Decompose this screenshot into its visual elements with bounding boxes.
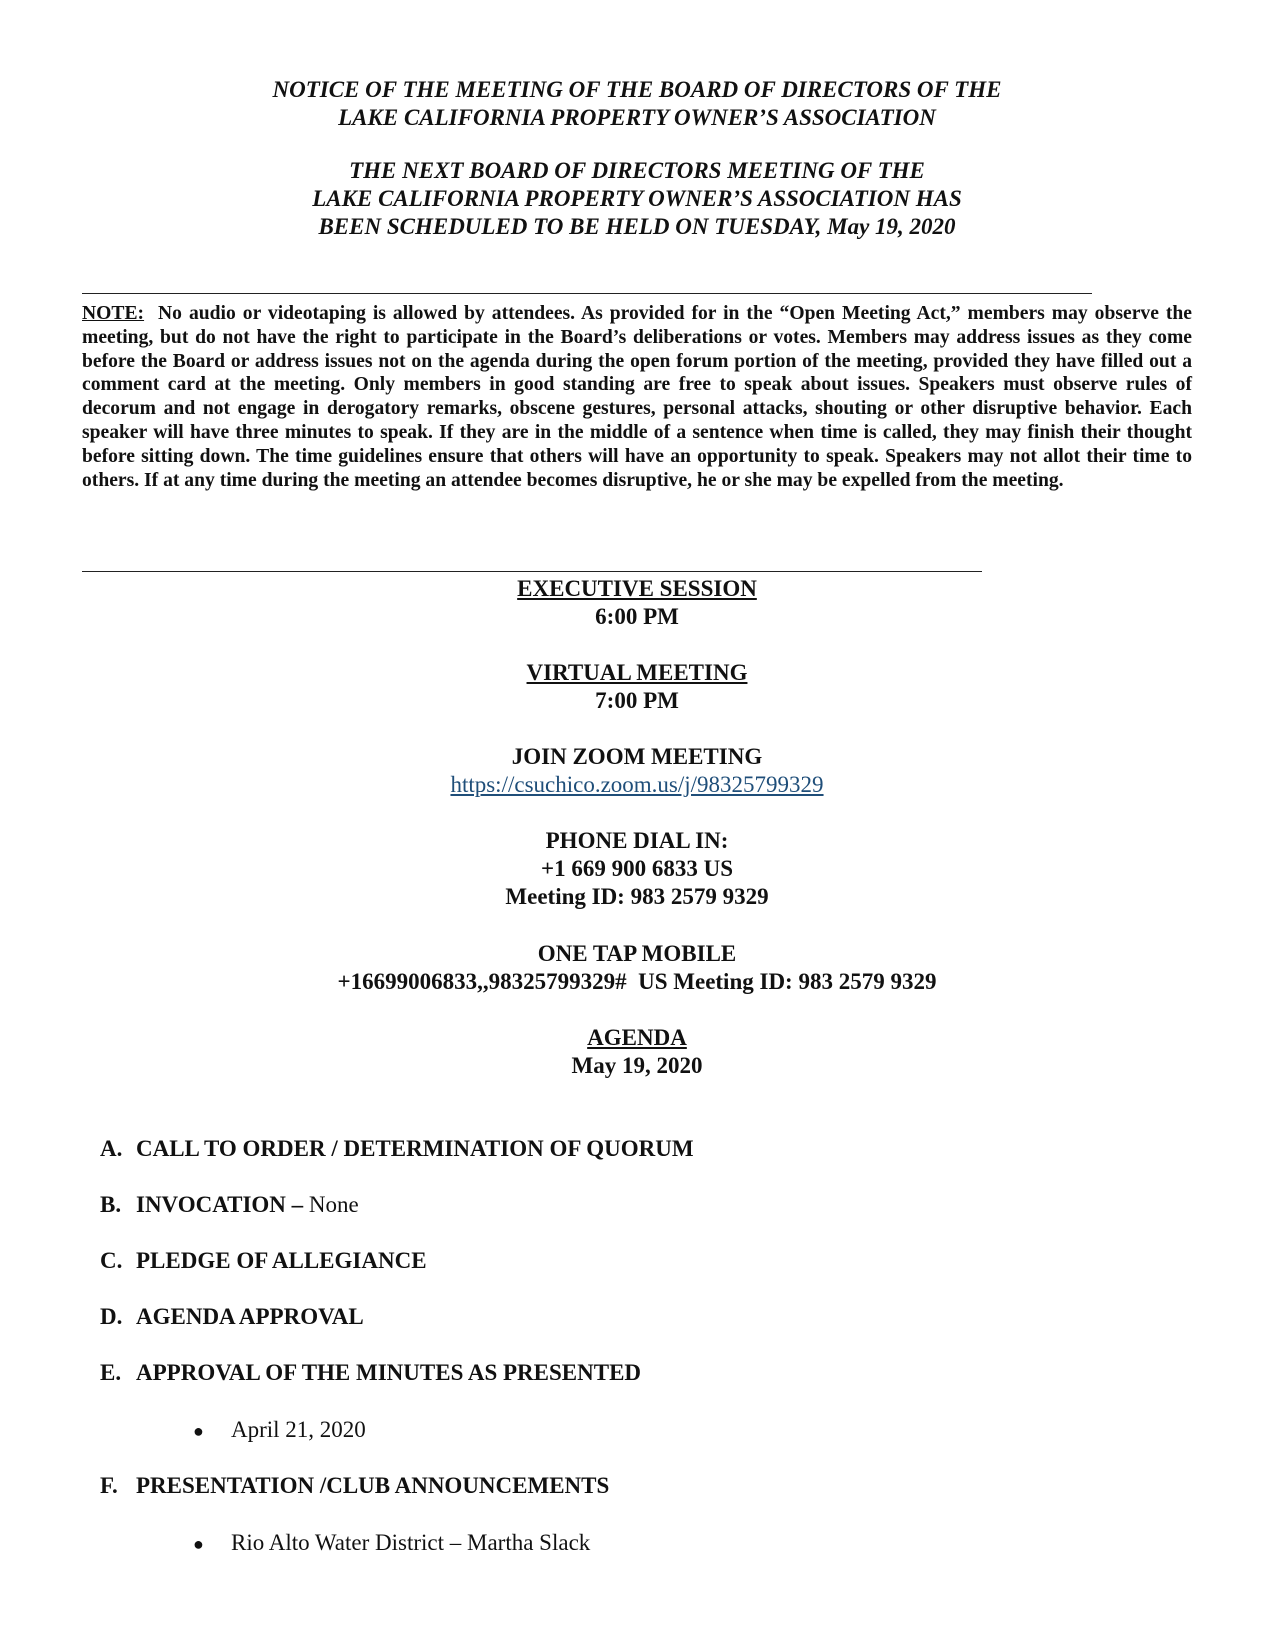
notice-title-line-1: NOTICE OF THE MEETING OF THE BOARD OF DIRECTORS OF THE [272,77,1002,102]
executive-session [82,575,1192,631]
bullet-icon: ● [193,1534,204,1554]
phone-dial-in [82,827,1192,911]
schedule-heading-line-1: THE NEXT BOARD OF DIRECTORS MEETING OF THE [349,158,925,183]
phone-number: +1 669 900 6833 US [540,856,733,881]
zoom-meeting-title: JOIN ZOOM MEETING [511,744,763,769]
schedule-heading-line-3: BEEN SCHEDULED TO BE HELD ON TUESDAY, May 19, 2020 [318,214,956,239]
phone-meeting-id: Meeting ID: 983 2579 9329 [505,884,769,909]
zoom-meeting-link[interactable]: https://csuchico.zoom.us/j/98325799329 [450,772,824,797]
agenda-item-letter: C. [100,1248,123,1273]
note-divider [82,571,982,572]
virtual-meeting [82,659,1192,715]
note-text: No audio or videotaping is allowed by attendees. As provided for in the “Open Meeting Act,” members may observe the meeting, but do not have the right to participate in the Board’s deliberations or votes. Members may address issues as they come before the Board or address issues not on the agenda during the open forum portion of the meeting, provided they have filled out a comment card at the meeting. Only members in good standing are free to speak about issues. Speakers must observe rules of decorum and not engage in derogatory remarks, obscene gestures, personal attacks, shouting or other disruptive behavior. Each speaker will have three minutes to speak. If they are in the middle of a sentence when time is called, they may finish their thought before sitting down. The time guidelines ensure that others will have an opportunity to speak. Speakers may not allot their time to others. If at any time during the meeting an attendee becomes disruptive, he or she may be expelled from the meeting. [82,303,1192,491]
one-tap-mobile-title: ONE TAP MOBILE [537,941,737,966]
executive-session-title: EXECUTIVE SESSION [517,576,757,601]
agenda-item-label: CALL TO ORDER / DETERMINATION OF QUORUM [136,1136,694,1161]
minutes-bullet [193,1416,366,1445]
note-label: NOTE: [82,303,145,324]
one-tap-mobile-line: +16699006833,,98325799329# US Meeting ID: 983 2579 9329 [337,969,937,994]
executive-session-time: 6:00 PM [595,604,679,629]
agenda-item-label: APPROVAL OF THE MINUTES AS PRESENTED [136,1360,642,1385]
schedule-heading-line-2: LAKE CALIFORNIA PROPERTY OWNER’S ASSOCIATION HAS [312,186,962,211]
agenda-item-detail: None [308,1192,359,1217]
agenda-item-e [100,1359,641,1387]
presentation-text: Rio Alto Water District – Martha Slack [231,1530,591,1555]
notice-title [82,76,1192,132]
agenda-item-letter: E. [100,1360,122,1385]
presentation-bullet [193,1529,590,1558]
note-paragraph [82,302,1192,492]
agenda-item-letter: F. [100,1473,118,1498]
zoom-meeting [82,743,1192,799]
top-divider [82,293,1092,294]
agenda-item-letter: A. [100,1136,123,1161]
agenda-item-a [100,1135,694,1163]
phone-dial-in-title: PHONE DIAL IN: [545,828,729,853]
one-tap-mobile [82,940,1192,996]
agenda-item-letter: D. [100,1304,123,1329]
agenda-item-f [100,1472,609,1500]
agenda-item-letter: B. [100,1192,122,1217]
bullet-icon: ● [193,1421,204,1441]
minutes-date: April 21, 2020 [231,1417,366,1442]
notice-title-line-2: LAKE CALIFORNIA PROPERTY OWNER’S ASSOCIATION [338,105,936,130]
agenda-item-b [100,1191,359,1219]
agenda-title: AGENDA [587,1025,687,1050]
agenda-item-label: PLEDGE OF ALLEGIANCE [136,1248,427,1273]
agenda-item-d [100,1303,364,1331]
virtual-meeting-time: 7:00 PM [595,688,679,713]
agenda-date: May 19, 2020 [571,1053,703,1078]
virtual-meeting-title: VIRTUAL MEETING [526,660,748,685]
agenda-item-c [100,1247,427,1275]
schedule-heading [82,157,1192,241]
agenda-item-label: AGENDA APPROVAL [136,1304,364,1329]
agenda-item-label: PRESENTATION /CLUB ANNOUNCEMENTS [136,1473,610,1498]
agenda-heading [82,1024,1192,1080]
agenda-item-label: INVOCATION – [136,1192,309,1217]
